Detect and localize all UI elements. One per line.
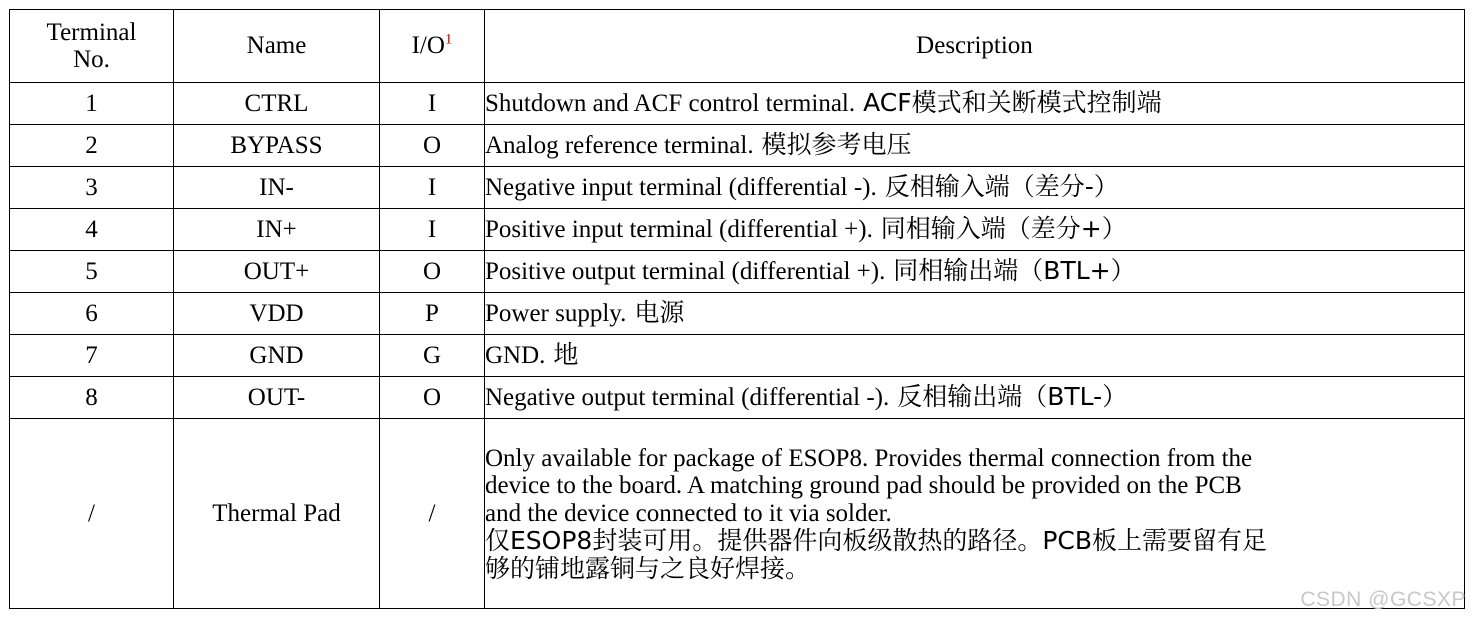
table-row — [10, 251, 1465, 293]
header-io — [380, 10, 485, 83]
description-cn: 同相输出端（BTL+） — [885, 256, 1136, 286]
terminal-description — [485, 293, 1465, 335]
terminal-no: 2 — [10, 125, 174, 167]
terminal-name: GND — [174, 335, 380, 377]
header-name: Name — [174, 10, 380, 83]
table-row — [10, 293, 1465, 335]
pin-table-container — [9, 9, 1464, 609]
description-en: Shutdown and ACF control terminal. — [485, 90, 856, 118]
terminal-description — [485, 125, 1465, 167]
header-terminal-no: Terminal No. — [10, 10, 174, 83]
terminal-no: 5 — [10, 251, 174, 293]
table-row — [10, 83, 1465, 125]
description-cn: 模拟参考电压 — [753, 130, 912, 160]
terminal-io: G — [380, 335, 485, 377]
terminal-name: VDD — [174, 293, 380, 335]
description-cn: 地 — [545, 340, 579, 370]
description-en: Positive output terminal (differential +). — [485, 258, 886, 286]
terminal-no: / — [10, 419, 174, 609]
description-line: Only available for package of ESOP8. Provides thermal connection from the — [485, 444, 1253, 472]
table-row — [10, 167, 1465, 209]
terminal-description — [485, 83, 1465, 125]
terminal-name: IN+ — [174, 209, 380, 251]
terminal-io: I — [380, 167, 485, 209]
header-description: Description — [485, 10, 1465, 83]
terminal-description — [485, 251, 1465, 293]
terminal-name: CTRL — [174, 83, 380, 125]
description-cn: ACF模式和关断模式控制端 — [855, 88, 1162, 118]
terminal-io: O — [380, 125, 485, 167]
pin-description-table — [9, 9, 1465, 609]
description-en: GND. — [485, 342, 546, 370]
header-io-label: I/O — [411, 32, 445, 60]
description-en: Negative output terminal (differential -). — [485, 384, 890, 412]
terminal-no: 6 — [10, 293, 174, 335]
terminal-io: O — [380, 251, 485, 293]
terminal-name: Thermal Pad — [174, 419, 380, 609]
description-line: and the device connected to it via solder. — [485, 499, 892, 527]
terminal-no: 7 — [10, 335, 174, 377]
description-cn: 反相输出端（BTL-） — [889, 382, 1128, 412]
description-line-cn: 够的铺地露铜与之良好焊接。 — [485, 553, 811, 583]
terminal-io: O — [380, 377, 485, 419]
terminal-name: OUT- — [174, 377, 380, 419]
description-line: device to the board. A matching ground pad should be provided on the PCB — [485, 472, 1242, 500]
terminal-io: I — [380, 83, 485, 125]
description-en: Power supply. — [485, 300, 627, 328]
description-cn: 同相输入端（差分+） — [872, 214, 1127, 244]
terminal-no: 4 — [10, 209, 174, 251]
description-cn: 电源 — [626, 298, 685, 328]
terminal-no: 3 — [10, 167, 174, 209]
terminal-io: / — [380, 419, 485, 609]
watermark: CSDN @GCSXP — [1300, 588, 1466, 611]
thermal-pad-description — [485, 419, 1465, 609]
description-line-cn: 仅ESOP8封装可用。提供器件向板级散热的路径。PCB板上需要留有足 — [485, 526, 1268, 556]
table-row — [10, 125, 1465, 167]
header-io-footnote: 1 — [444, 31, 453, 48]
table-row-thermal-pad — [10, 419, 1465, 609]
table-row — [10, 377, 1465, 419]
terminal-description — [485, 335, 1465, 377]
terminal-name: IN- — [174, 167, 380, 209]
terminal-name: OUT+ — [174, 251, 380, 293]
table-header-row — [10, 10, 1465, 83]
table-row — [10, 209, 1465, 251]
terminal-io: P — [380, 293, 485, 335]
terminal-no: 1 — [10, 83, 174, 125]
terminal-description — [485, 377, 1465, 419]
terminal-io: I — [380, 209, 485, 251]
description-cn: 反相输入端（差分-） — [876, 172, 1119, 202]
terminal-no: 8 — [10, 377, 174, 419]
description-en: Negative input terminal (differential -). — [485, 174, 877, 202]
table-row — [10, 335, 1465, 377]
terminal-description — [485, 167, 1465, 209]
description-en: Analog reference terminal. — [485, 132, 754, 160]
terminal-name: BYPASS — [174, 125, 380, 167]
terminal-description — [485, 209, 1465, 251]
description-en: Positive input terminal (differential +). — [485, 216, 873, 244]
